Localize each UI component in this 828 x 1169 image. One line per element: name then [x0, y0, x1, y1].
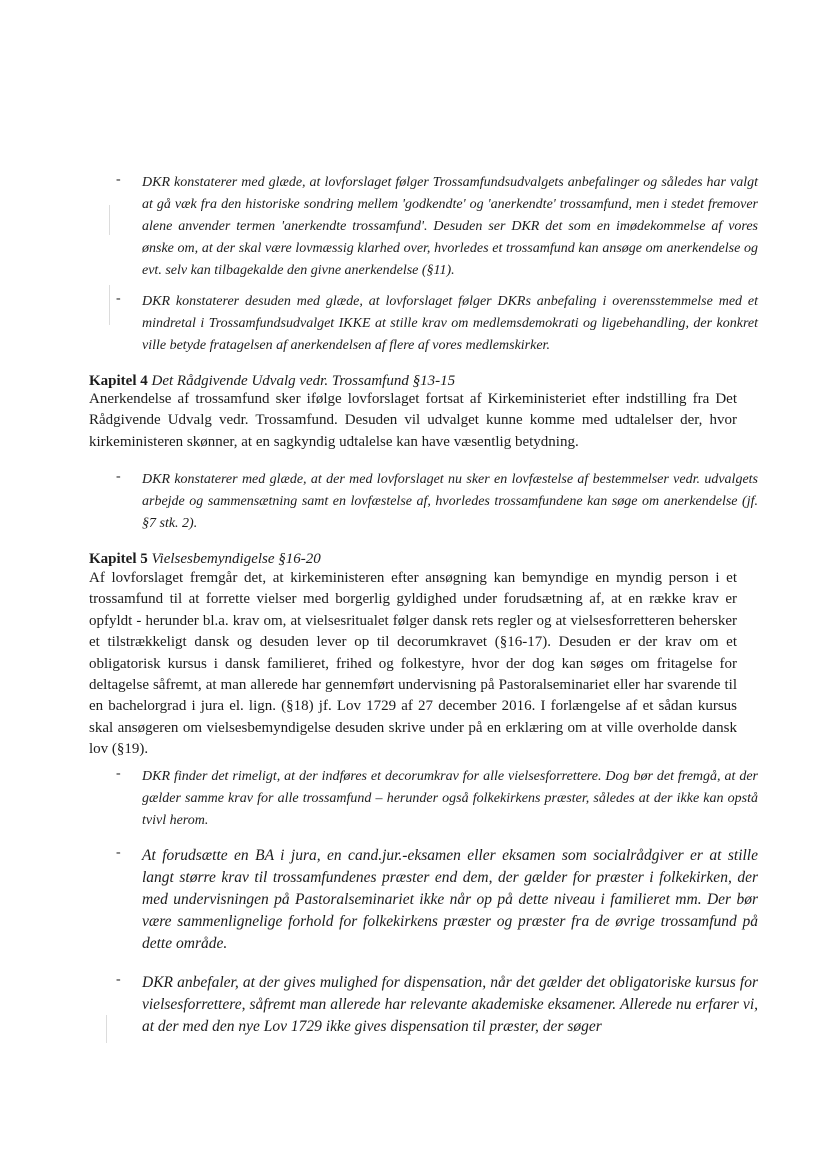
- bullet-dash: -: [116, 845, 121, 860]
- bullet-text: DKR finder det rimeligt, at der indføres et decorumkrav for alle vielsesforrettere. Dog bør det fremgå, at der gælder samme krav for alle trossamfund – herunder også folkekirkens præster, således at der ikke kan opstå tvivl herom.: [142, 769, 758, 828]
- bullet-text: At forudsætte en BA i jura, en cand.jur.-eksamen eller eksamen som socialrådgiver er at stille langt større krav til trossamfundenes præster end dem, der gælder for præster i folkekirken, der med undervisningen på Pastoralseminariet ikke når op på dette niveau i familieret mm. Der bør være sammenlignelige forhold for folkekirkens præster og præster fra de øvrige trossamfund på dette område.: [142, 847, 758, 952]
- scan-margin-mark: [109, 205, 110, 235]
- chapter-5-label: Kapitel 5: [89, 551, 148, 567]
- bullet-dash: -: [116, 972, 121, 987]
- chapter-4-title: Det Rådgivende Udvalg vedr. Trossamfund §13-15: [151, 373, 456, 389]
- scan-margin-mark: [106, 1015, 107, 1043]
- chapter-4-body: Anerkendelse af trossamfund sker ifølge lovforslaget fortsat af Kirkeministeriet efter indstilling fra Det Rådgivende Udvalg vedr. Trossamfund. Desuden vil udvalget kunne komme med udtalelser der, hvor kirkeministeren skønner, at en sagkyndig udtalelse kan have væsentlig betydning.: [89, 391, 737, 450]
- bullet-text: DKR konstaterer med glæde, at der med lovforslaget nu sker en lovfæstelse af bestemmelser vedr. udvalgets arbejde og sammensætning samt en lovfæstelse af, hvorledes trossamfundene kan søge om anerkendelse (jf. §7 stk. 2).: [142, 472, 758, 531]
- chapter-4-heading: [89, 371, 455, 391]
- chapter-4-label: Kapitel 4: [89, 373, 148, 389]
- bullet-text: DKR anbefaler, at der gives mulighed for dispensation, når det gælder det obligatoriske kursus for vielsesforrettere, såfremt man allerede har relevante akademiske eksamener. Allerede nu erfarer vi, at der med den nye Lov 1729 ikke gives dispensation til præster, der søger: [142, 974, 758, 1035]
- bullet-dash: -: [116, 291, 121, 306]
- bullet-dash: -: [116, 766, 121, 781]
- bullet-dash: -: [116, 469, 121, 484]
- scan-margin-mark: [109, 285, 110, 325]
- chapter-5-heading: [89, 549, 321, 569]
- chapter-5-body: Af lovforslaget fremgår det, at kirkeministeren efter ansøgning kan bemyndige en myndig person i et trossamfund til at forrette vielser med borgerlig gyldighed under forudsætning af, at en række krav er opfyldt - herunder bl.a. krav om, at vielsesritualet følger dansk rets regler og at vielsesforretteren behersker et tilstrækkeligt dansk og desuden lever op til decorumkravet (§16-17). Desuden er der krav om et obligatorisk kursus i dansk familieret, frihed og folkestyre, hvor der dog kan søges om fritagelse for deltagelse såfremt, at man allerede har gennemført undervisning på Pastoralseminariet eller har svarende til en bachelorgrad i jura el. lign. (§18) jf. Lov 1729 af 27 december 2016. I forlængelse af et sådan kursus skal ansøgeren om vielsesbemyndigelse desuden skrive under på en erklæring om at ville overholde dansk lov (§19).: [89, 570, 737, 758]
- bullet-text: DKR konstaterer med glæde, at lovforslaget følger Trossamfundsudvalgets anbefalinger og således har valgt at gå væk fra den historiske sondring mellem 'godkendte' og 'anerkendte' trossamfund, men i stedet fremover alene anvender termen 'anerkendte trossamfund'. Desuden ser DKR det som en imødekommelse af vores ønske om, at der skal være lovmæssig klarhed over, hvorledes et trossamfund kan ansøge om anerkendelse og evt. selv kan tilbagekalde den givne anerkendelse (§11).: [142, 175, 758, 278]
- chapter-5-title: Vielsesbemyndigelse §16-20: [151, 551, 321, 567]
- bullet-text: DKR konstaterer desuden med glæde, at lovforslaget følger DKRs anbefaling i overensstemmelse med et mindretal i Trossamfundsudvalget IKKE at stille krav om medlemsdemokrati og ligebehandling, der konkret ville betyde fratagelsen af anerkendelsen af flere af vores medlemskirker.: [142, 294, 758, 353]
- bullet-dash: -: [116, 172, 121, 187]
